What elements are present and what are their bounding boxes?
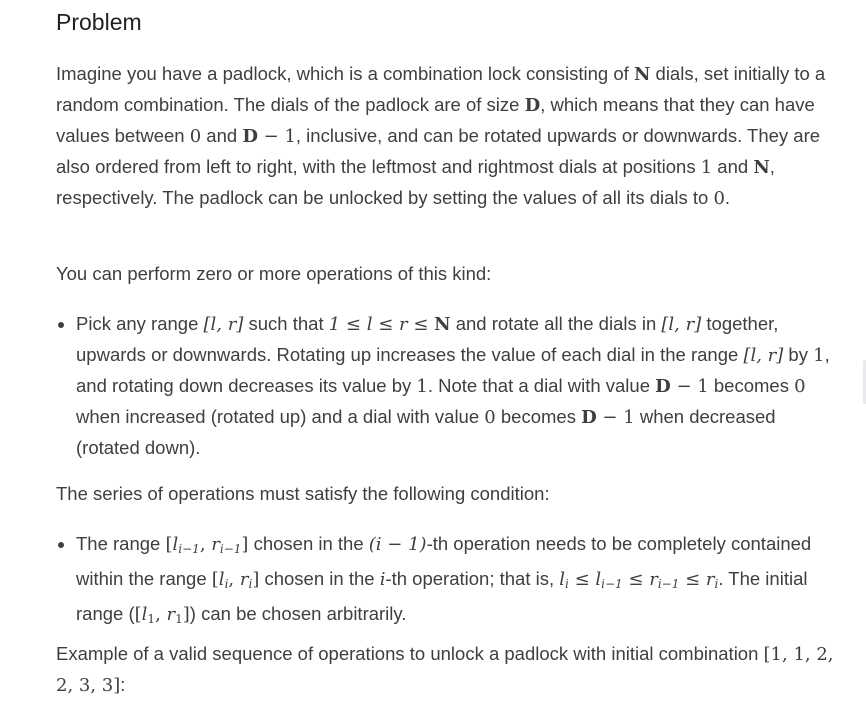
math-range-current: [$l_i$, $r_i$] bbox=[211, 569, 260, 591]
bullet-text-part: by bbox=[783, 344, 814, 365]
bullet-dot bbox=[58, 542, 64, 548]
math-D: D bbox=[655, 376, 671, 397]
math-one: 1 bbox=[700, 157, 713, 178]
math-range: [l, r] bbox=[743, 345, 784, 366]
bullet-text-part: -th operation needs to be completely contained within the range bbox=[76, 533, 812, 589]
bullet-text-part: becomes bbox=[495, 406, 582, 427]
intro-text: . bbox=[724, 187, 731, 208]
bullet-text-part: becomes bbox=[708, 375, 795, 396]
bullet-text-part: . The initial range ( bbox=[76, 568, 808, 624]
math-N: N bbox=[633, 64, 651, 85]
math-i: i bbox=[379, 569, 386, 590]
math-i-minus-one: (i − 1) bbox=[368, 534, 427, 555]
math-one: 1 bbox=[416, 376, 428, 397]
math-containment: $l_i \le l_{i-1} \le r_{i-1} \le r_i$ bbox=[559, 569, 719, 591]
math-N: N bbox=[434, 314, 451, 335]
math-condition: 1 ≤ l ≤ r ≤ bbox=[328, 314, 435, 335]
intro-text: and bbox=[201, 125, 243, 146]
bullet-text-part: . Note that a dial with value bbox=[427, 375, 656, 396]
math-initial-range: [$l_1$, $r_1$] bbox=[134, 604, 190, 626]
bullet-text-part: together, upwards or downwards. Rotating up increases the value of each dial in the range bbox=[76, 313, 779, 365]
math-one: 1 bbox=[813, 345, 825, 366]
intro-text: and bbox=[712, 156, 754, 177]
series-intro: The series of operations must satisfy the following condition: bbox=[56, 483, 550, 504]
example-text: Example of a valid sequence of operations to unlock a padlock with initial combination bbox=[56, 643, 764, 664]
bullet-text bbox=[76, 309, 836, 463]
math-D: D bbox=[581, 407, 597, 428]
bullet-text-part: ) can be chosen arbitrarily. bbox=[189, 603, 407, 624]
math-combination: [1, 1, 2, 2, 3, 3] bbox=[56, 644, 834, 696]
math-minus-one: − 1 bbox=[257, 126, 296, 147]
intro-text: , which means that they can have values between bbox=[56, 94, 815, 146]
bullet-text-part: chosen in the bbox=[259, 568, 380, 589]
bullet-text-part: The range bbox=[76, 533, 166, 554]
math-N: N bbox=[753, 157, 770, 178]
intro-text: Imagine you have a padlock, which is a combination lock consisting of bbox=[56, 63, 634, 84]
bullet-text-part: chosen in the bbox=[248, 533, 369, 554]
bullet-operation-rule bbox=[56, 309, 836, 463]
math-zero: 0 bbox=[484, 407, 496, 428]
math-range: [l, r] bbox=[203, 314, 244, 335]
bullet-dot bbox=[58, 322, 64, 328]
math-zero: 0 bbox=[713, 188, 725, 209]
intro-text: , inclusive, and can be rotated upwards or downwards. They are also ordered from left to right, with the leftmost and rightmost dials at positions bbox=[56, 125, 821, 177]
intro-text: dials, set initially to a random combination. The dials of the padlock are of size bbox=[56, 63, 826, 115]
bullet-text-part: such that bbox=[243, 313, 329, 334]
math-minus-one: − 1 bbox=[670, 376, 709, 397]
page-title: Problem bbox=[56, 9, 142, 35]
math-range: [l, r] bbox=[661, 314, 702, 335]
math-zero: 0 bbox=[794, 376, 806, 397]
bullet-text-part: and rotate all the dials in bbox=[450, 313, 662, 334]
bullet-text-part: when increased (rotated up) and a dial with value bbox=[76, 406, 485, 427]
bullet-text bbox=[76, 529, 836, 634]
intro-text: , respectively. The padlock can be unlocked by setting the values of all its dials to bbox=[56, 156, 775, 208]
math-range-prev: [$l_{i-1}$, $r_{i-1}$] bbox=[165, 534, 249, 556]
bullet-text-part: , and rotating down decreases its value by bbox=[76, 344, 830, 396]
math-zero: 0 bbox=[189, 126, 202, 147]
example-paragraph bbox=[56, 639, 836, 701]
math-minus-one: − 1 bbox=[596, 407, 635, 428]
intro-paragraph bbox=[56, 59, 836, 214]
example-text: : bbox=[120, 674, 126, 695]
bullet-text-part: when decreased (rotated down). bbox=[76, 406, 776, 458]
bullet-text-part: Pick any range bbox=[76, 313, 204, 334]
bullet-series-condition bbox=[56, 529, 836, 634]
math-D: D bbox=[242, 126, 258, 147]
math-D: D bbox=[524, 95, 541, 116]
bullet-text-part: -th operation; that is, bbox=[385, 568, 560, 589]
operations-intro: You can perform zero or more operations of this kind: bbox=[56, 263, 492, 284]
